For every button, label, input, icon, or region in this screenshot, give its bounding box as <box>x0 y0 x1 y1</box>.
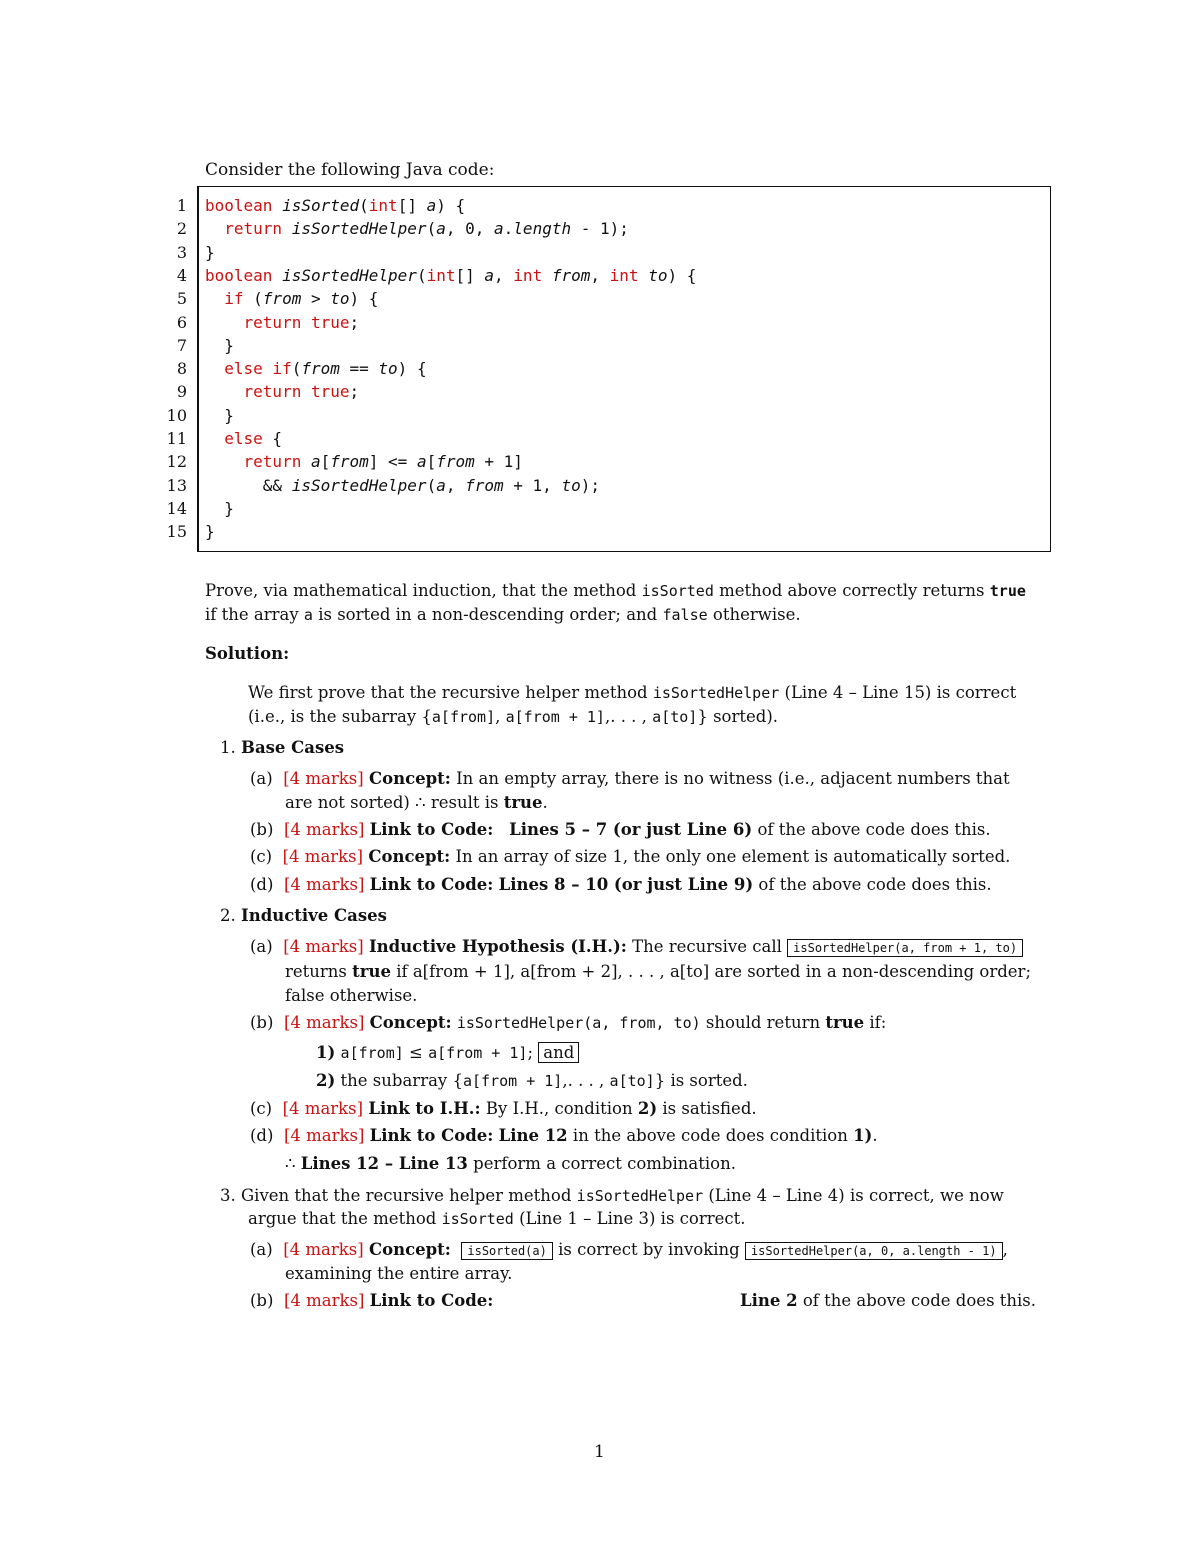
item-1d: (d) [4 marks] Link to Code: Lines 8 – 10 (or just Line 9) of the above code does this. <box>250 875 992 894</box>
condition-1: 1) a[from] ≤ a[from + 1]; and <box>316 1042 579 1064</box>
line-number: 3 <box>176 242 187 262</box>
item-3a: (a) [4 marks] Concept: isSorted(a) is correct by invoking isSortedHelper(a, 0, a.length - 1) , <box>250 1240 1008 1259</box>
line-number: 7 <box>176 335 187 355</box>
line-number: 14 <box>166 498 187 518</box>
section-2-heading: 2. Inductive Cases <box>220 906 387 925</box>
first-line-2: (i.e., is the subarray {a[from], a[from + 1],. . . , a[to]} sorted). <box>248 707 778 726</box>
prove-line-2: if the array a is sorted in a non-descending order; and false otherwise. <box>205 605 801 624</box>
item-1a-cont: are not sorted) ∴ result is true. <box>285 793 548 812</box>
code-text: } <box>205 498 234 518</box>
condition-2: 2) the subarray {a[from + 1],. . . , a[to]} is sorted. <box>316 1071 748 1090</box>
section-3-line-2: argue that the method isSorted (Line 1 – Line 3) is correct. <box>248 1209 746 1228</box>
item-3b: (b) [4 marks] Link to Code: <box>250 1291 494 1310</box>
code-text: else if(from == to) { <box>224 359 427 379</box>
line-number: 1 <box>176 196 187 215</box>
line-number: 5 <box>176 289 187 309</box>
item-2d-cont: ∴ Lines 12 – Line 13 perform a correct combination. <box>285 1154 736 1173</box>
code-text: return true; <box>243 382 360 402</box>
issorted-box: isSorted(a) <box>461 1242 552 1260</box>
code-text: else { <box>224 429 283 448</box>
item-3a-cont: examining the entire array. <box>285 1264 513 1283</box>
helper-call-box: isSortedHelper(a, 0, a.length - 1) <box>745 1242 1003 1260</box>
line-number: 12 <box>166 452 187 472</box>
item-2a: (a) [4 marks] Inductive Hypothesis (I.H.): The recursive call isSortedHelper(a, from + 1, to) <box>250 936 1023 959</box>
code-text: return a[from] <= a[from + 1] <box>243 452 523 472</box>
item-2b: (b) [4 marks] Concept: isSortedHelper(a, from, to) should return true if: <box>250 1013 887 1032</box>
code-text: } <box>205 335 234 355</box>
item-3b-right: Line 2 of the above code does this. <box>740 1291 1037 1310</box>
page-number: 1 <box>594 1442 605 1462</box>
section-3-line-1: 3. Given that the recursive helper method isSortedHelper (Line 4 – Line 4) is correct, we now <box>220 1186 1004 1205</box>
intro-text: Consider the following Java code: <box>205 160 495 180</box>
code-block <box>166 186 1051 552</box>
line-number: 10 <box>166 405 187 425</box>
code-text: return true; <box>243 312 360 332</box>
code-text: } <box>205 405 234 425</box>
item-2d: (d) [4 marks] Link to Code: Line 12 in the above code does condition 1). <box>250 1126 878 1145</box>
line-number: 15 <box>166 522 187 542</box>
code-text: } <box>205 242 215 262</box>
line-number: 11 <box>166 429 187 448</box>
solution-heading: Solution: <box>205 644 290 663</box>
line-number: 9 <box>176 382 187 402</box>
and-box: and <box>538 1042 579 1063</box>
item-1c: (c) [4 marks] Concept: In an array of size 1, the only one element is automatically sorted. <box>250 847 1011 866</box>
code-text: && isSortedHelper(a, from + 1, to); <box>205 475 600 495</box>
line-number: 6 <box>176 312 187 332</box>
item-2c: (c) [4 marks] Link to I.H.: By I.H., condition 2) is satisfied. <box>250 1099 757 1118</box>
code-text: return isSortedHelper(a, 0, a.length - 1); <box>224 219 629 239</box>
line-number: 13 <box>166 475 187 495</box>
item-2a-cont2: false otherwise. <box>285 986 418 1005</box>
line-number: 2 <box>176 219 187 239</box>
section-1-heading: 1. Base Cases <box>220 738 345 757</box>
recursive-call-box: isSortedHelper(a, from + 1, to) <box>787 939 1023 957</box>
code-text: if (from > to) { <box>224 289 379 309</box>
item-1a: (a) [4 marks] Concept: In an empty array, there is no witness (i.e., adjacent numbers that <box>250 769 1010 788</box>
code-text: boolean isSortedHelper(int[] a, int from, int to) { <box>205 265 697 285</box>
prove-line-1: Prove, via mathematical induction, that the method isSorted method above correctly returns true <box>205 581 1026 600</box>
line-number: 4 <box>176 265 187 285</box>
item-2a-cont: returns true if a[from + 1], a[from + 2], . . . , a[to] are sorted in a non-descending order; <box>285 962 1031 981</box>
line-number: 8 <box>176 359 187 379</box>
code-text: } <box>205 522 215 542</box>
first-line-1: We first prove that the recursive helper method isSortedHelper (Line 4 – Line 15) is correct <box>248 683 1017 702</box>
code-text: boolean isSorted(int[] a) { <box>205 196 466 215</box>
item-1b: (b) [4 marks] Link to Code: Lines 5 – 7 (or just Line 6) of the above code does this. <box>250 820 991 839</box>
